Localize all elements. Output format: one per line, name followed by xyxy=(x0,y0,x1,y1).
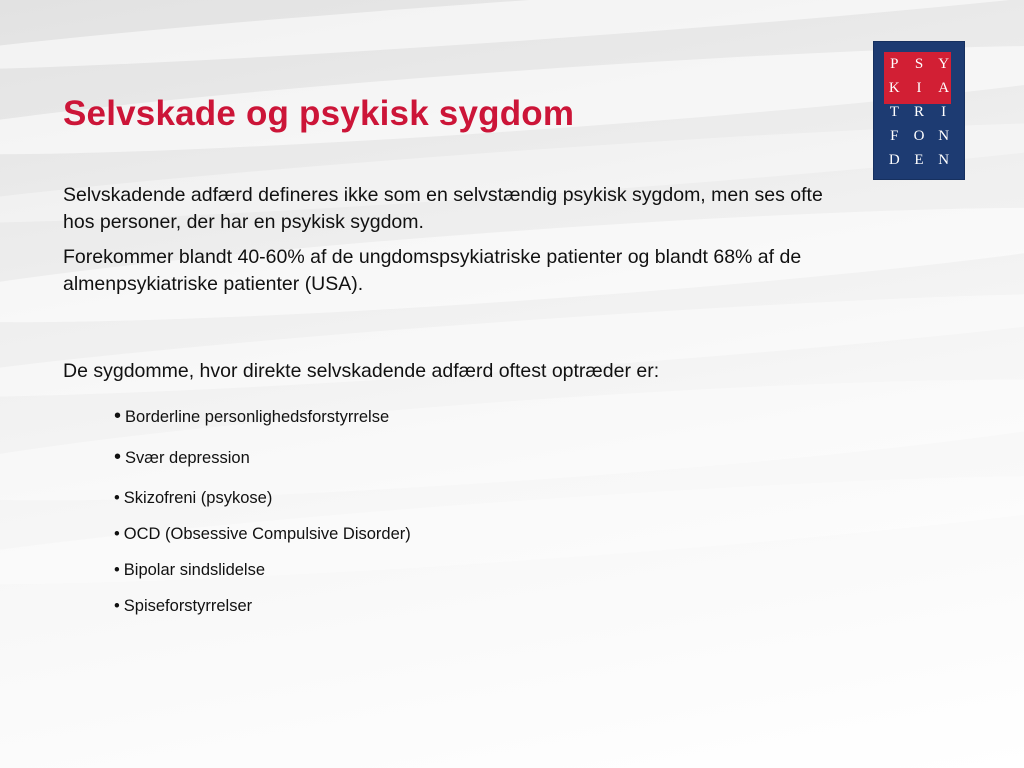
logo-letter: K xyxy=(888,80,900,96)
list-item xyxy=(114,588,411,624)
list-item-label: Borderline personlighedsforstyrrelse xyxy=(125,408,390,426)
bullet: • xyxy=(114,489,120,507)
logo-row xyxy=(874,128,964,145)
bullet: • xyxy=(114,597,120,615)
logo-letter: S xyxy=(914,56,924,72)
list-intro: De sygdomme, hvor direkte selvskadende adfærd oftest optræder er: xyxy=(63,360,660,382)
logo-letter: E xyxy=(914,152,924,168)
bullet: • xyxy=(114,446,122,468)
bullet: • xyxy=(114,525,120,543)
logo-letter: A xyxy=(938,80,950,96)
list-item xyxy=(114,439,411,480)
bullet: • xyxy=(114,405,122,427)
logo-letter: Y xyxy=(938,56,950,72)
body-text xyxy=(63,182,833,306)
list-item-label: Spiseforstyrrelser xyxy=(123,597,253,615)
list-item-label: Bipolar sindslidelse xyxy=(123,561,266,579)
logo-row xyxy=(874,56,964,73)
logo-letter: I xyxy=(916,80,922,96)
list-item xyxy=(114,552,411,588)
logo-letter: F xyxy=(890,128,899,144)
logo-letter: I xyxy=(941,104,947,120)
paragraph: Forekommer blandt 40-60% af de ungdomspsykiatriske patienter og blandt 68% af de almenpsykiatriske patienter (USA). xyxy=(63,246,802,295)
condition-list xyxy=(114,398,411,624)
logo-letter: D xyxy=(888,152,900,168)
list-item xyxy=(114,398,411,439)
logo-letter: N xyxy=(938,128,950,144)
list-item xyxy=(114,480,411,516)
psykiatrifonden-logo xyxy=(874,42,964,179)
list-item xyxy=(114,516,411,552)
list-item-label: OCD (Obsessive Compulsive Disorder) xyxy=(123,525,411,543)
logo-letter: N xyxy=(938,152,950,168)
logo-letter: R xyxy=(913,104,924,120)
logo-letter: O xyxy=(913,128,925,144)
logo-letter: T xyxy=(889,104,899,120)
paragraph: Selvskadende adfærd defineres ikke som en selvstændig psykisk sygdom, men ses ofte hos personer, der har en psykisk sygdom. xyxy=(63,184,823,233)
logo-row xyxy=(874,80,964,97)
logo-row xyxy=(874,152,964,169)
list-item-label: Skizofreni (psykose) xyxy=(123,489,273,507)
slide-title: Selvskade og psykisk sygdom xyxy=(63,94,575,133)
logo-letter: P xyxy=(890,56,899,72)
list-item-label: Svær depression xyxy=(125,449,250,467)
logo-row xyxy=(874,104,964,121)
bullet: • xyxy=(114,561,120,579)
